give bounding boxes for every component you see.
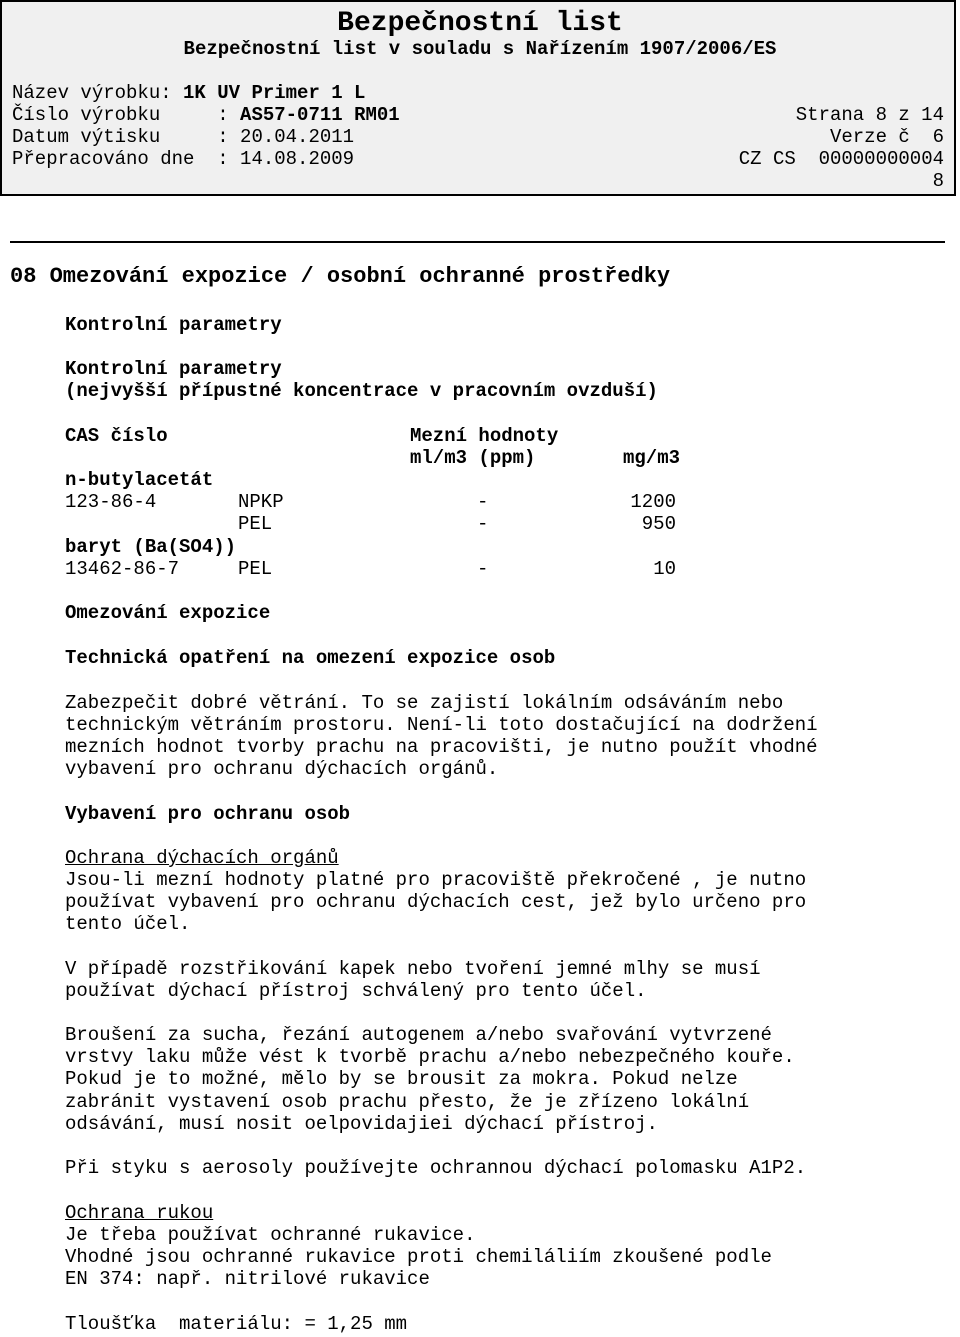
paragraph-line: Zabezpečit dobré větrání. To se zajistí lokálním odsáváním nebo	[65, 692, 784, 714]
control-params-heading: Kontrolní parametry	[65, 314, 282, 336]
col-header-limits: Mezní hodnoty	[410, 425, 559, 447]
ppm-value: -	[477, 558, 489, 580]
section-heading	[10, 266, 670, 288]
section-indicator: 8	[932, 170, 944, 192]
mg-value: 10	[653, 558, 676, 580]
respiratory-protection-heading: Ochrana dýchacích orgánů	[65, 847, 339, 869]
revised-label: Přepracováno dne :	[12, 148, 241, 170]
document-title: Bezpečnostní list	[337, 8, 623, 39]
product-name-line	[12, 82, 944, 104]
product-name: 1K UV Primer 1 L	[183, 82, 366, 104]
product-number: AS57-0711 RM01	[240, 104, 400, 126]
substance-name: n-butylacetát	[65, 469, 214, 491]
cas-number: 123-86-4	[65, 491, 157, 513]
ppm-value: -	[477, 513, 489, 535]
section-number: 08	[10, 264, 37, 289]
product-number-line	[12, 104, 944, 126]
revised-line	[12, 148, 944, 170]
paragraph-line: Při styku s aerosoly používejte ochrannou dýchací polomasku A1P2.	[65, 1157, 807, 1179]
ppm-value: -	[477, 491, 489, 513]
paragraph-line: odsávání, musí nosit oelpovidajiei dýchací přístroj.	[65, 1113, 658, 1135]
print-date-label: Datum výtisku :	[12, 126, 241, 148]
technical-measures-heading: Technická opatření na omezení expozice osob	[65, 647, 556, 669]
paragraph-line: Jsou-li mezní hodnoty platné pro pracoviště překročené , je nutno	[65, 869, 807, 891]
control-params-note: (nejvyšší přípustné koncentrace v pracovním ovzduší)	[65, 380, 658, 402]
paragraph-line: používat dýchací přístroj schválený pro tento účel.	[65, 980, 647, 1002]
mg-value: 1200	[630, 491, 676, 513]
header-divider	[10, 241, 945, 243]
paragraph-line: technickým větráním prostoru. Není-li toto dostačující na dodržení	[65, 714, 818, 736]
document-header	[0, 0, 956, 196]
version: Verze č 6	[829, 126, 944, 148]
revised-date: 14.08.2009	[240, 148, 355, 170]
mg-value: 950	[641, 513, 676, 535]
col-header-mg: mg/m3	[623, 447, 681, 469]
paragraph-line: Vhodné jsou ochranné rukavice proti chemiláliím zkoušené podle	[65, 1246, 772, 1268]
limit-type: PEL	[238, 558, 273, 580]
document-code: CZ CS 00000000004	[738, 148, 944, 170]
document-subtitle: Bezpečnostní list v souladu s Nařízením 1907/2006/ES	[183, 38, 777, 60]
limit-type: PEL	[238, 513, 273, 535]
print-date: 20.04.2011	[240, 126, 355, 148]
paragraph-line: vybavení pro ochranu dýchacích orgánů.	[65, 758, 499, 780]
substance-name: baryt (Ba(SO4))	[65, 536, 237, 558]
hand-protection-heading: Ochrana rukou	[65, 1202, 214, 1224]
cas-number: 13462-86-7	[65, 558, 180, 580]
paragraph-line: tento účel.	[65, 913, 191, 935]
ppe-heading: Vybavení pro ochranu osob	[65, 803, 351, 825]
limit-type: NPKP	[238, 491, 284, 513]
col-header-ppm: ml/m3 (ppm)	[410, 447, 536, 469]
paragraph-line: Broušení za sucha, řezání autogenem a/nebo svařování vytvrzené	[65, 1024, 772, 1046]
paragraph-line: zabránit vystavení osob prachu přesto, že je zřízeno lokální	[65, 1091, 750, 1113]
product-name-label: Název výrobku:	[12, 82, 184, 104]
exposure-heading: Omezování expozice	[65, 602, 271, 624]
product-number-label: Číslo výrobku :	[12, 104, 241, 126]
col-header-cas: CAS číslo	[65, 425, 168, 447]
paragraph-line: používat vybavení pro ochranu dýchacích cest, jež bylo určeno pro	[65, 891, 807, 913]
control-params-subheading: Kontrolní parametry	[65, 358, 282, 380]
section-title: Omezování expozice / osobní ochranné prostředky	[49, 264, 671, 289]
material-thickness: Tloušťka materiálu: = 1,25 mm	[65, 1313, 408, 1335]
paragraph-line: mezních hodnot tvorby prachu na pracovišti, je nutno použít vhodné	[65, 736, 818, 758]
paragraph-line: V případě rozstřikování kapek nebo tvoření jemné mlhy se musí	[65, 958, 761, 980]
page-indicator: Strana 8 z 14	[795, 104, 944, 126]
paragraph-line: Pokud je to možné, mělo by se brousit za mokra. Pokud nelze	[65, 1068, 738, 1090]
print-date-line	[12, 126, 944, 148]
paragraph-line: Je třeba používat ochranné rukavice.	[65, 1224, 476, 1246]
paragraph-line: vrstvy laku může vést k tvorbě prachu a/nebo nebezpečného kouře.	[65, 1046, 795, 1068]
paragraph-line: EN 374: např. nitrilové rukavice	[65, 1268, 430, 1290]
